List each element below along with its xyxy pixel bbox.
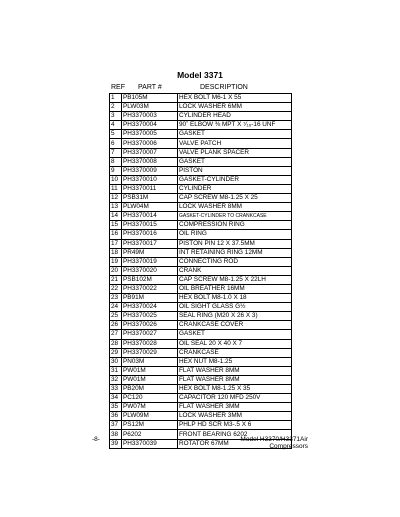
table-row — [110, 303, 292, 312]
table-row — [110, 139, 292, 148]
ref-cell: 14 — [110, 212, 122, 221]
table-row — [110, 321, 292, 330]
part-number-cell: PH3370029 — [122, 348, 178, 357]
description-cell: HEX BOLT M8-1.25 X 35 — [178, 385, 292, 394]
description-cell: FRONT BEARING 6202 — [178, 430, 292, 439]
table-row — [110, 412, 292, 421]
description-cell: CRANKCASE — [178, 348, 292, 357]
description-cell: PHLP HD SCR M3-.5 X 6 — [178, 421, 292, 430]
part-number-cell: PH3370006 — [122, 139, 178, 148]
ref-cell: 16 — [110, 230, 122, 239]
part-number-cell: PB105M — [122, 94, 178, 103]
ref-cell: 12 — [110, 194, 122, 203]
description-cell: LOCK WASHER 6MM — [178, 103, 292, 112]
description-cell: 90˚ ELBOW ⅜ MPT X ⁷⁄₁₆-16 UNF — [178, 121, 292, 130]
part-number-cell: PR49M — [122, 248, 178, 257]
description-cell: OIL SEAL 20 X 40 X 7 — [178, 339, 292, 348]
description-cell: INT RETAINING RING 12MM — [178, 248, 292, 257]
part-number-cell: PH3370039 — [122, 439, 178, 448]
table-row — [110, 312, 292, 321]
ref-cell: 37 — [110, 421, 122, 430]
part-number-cell: PH3370024 — [122, 303, 178, 312]
description-cell: LOCK WASHER 8MM — [178, 203, 292, 212]
ref-cell: 28 — [110, 339, 122, 348]
description-cell: HEX BOLT M8-1.0 X 18 — [178, 294, 292, 303]
table-row — [110, 266, 292, 275]
description-cell: FLAT WASHER 8MM — [178, 366, 292, 375]
table-row — [110, 275, 292, 284]
part-number-cell: PH3370004 — [122, 121, 178, 130]
part-number-cell: PB91M — [122, 294, 178, 303]
part-number-cell: PH3370019 — [122, 257, 178, 266]
description-cell: ROTATOR 67MM — [178, 439, 292, 448]
table-row — [110, 230, 292, 239]
ref-cell: 27 — [110, 330, 122, 339]
parts-table — [109, 93, 292, 449]
ref-cell: 10 — [110, 175, 122, 184]
table-row — [110, 239, 292, 248]
description-cell: OIL BREATHER 16MM — [178, 284, 292, 293]
ref-cell: 38 — [110, 430, 122, 439]
part-number-cell: PH3370003 — [122, 112, 178, 121]
ref-cell: 20 — [110, 266, 122, 275]
ref-cell: 15 — [110, 221, 122, 230]
description-cell: HEX BOLT M6-1 X 55 — [178, 94, 292, 103]
column-header-part: PART # — [138, 84, 162, 91]
ref-cell: 9 — [110, 166, 122, 175]
table-row — [110, 394, 292, 403]
description-cell: GASKET-CYLINDER TO CRANKCASE — [178, 212, 292, 221]
part-number-cell: P6202 — [122, 430, 178, 439]
ref-cell: 24 — [110, 303, 122, 312]
ref-cell: 34 — [110, 394, 122, 403]
part-number-cell: PW07M — [122, 403, 178, 412]
column-header-description: DESCRIPTION — [200, 84, 248, 91]
part-number-cell: PH3370016 — [122, 230, 178, 239]
part-number-cell: PH3370020 — [122, 266, 178, 275]
description-cell: VALVE PLANK SPACER — [178, 148, 292, 157]
table-row — [110, 248, 292, 257]
description-cell: OIL RING — [178, 230, 292, 239]
description-cell: PISTON — [178, 166, 292, 175]
description-cell: GASKET — [178, 130, 292, 139]
table-row — [110, 330, 292, 339]
ref-cell: 21 — [110, 275, 122, 284]
ref-cell: 11 — [110, 184, 122, 193]
part-number-cell: PH3370007 — [122, 148, 178, 157]
table-row — [110, 385, 292, 394]
description-cell: FLAT WASHER 3MM — [178, 403, 292, 412]
table-row — [110, 257, 292, 266]
ref-cell: 2 — [110, 103, 122, 112]
part-number-cell: PH3370015 — [122, 221, 178, 230]
part-number-cell: PH3370017 — [122, 239, 178, 248]
part-number-cell: PS12M — [122, 421, 178, 430]
ref-cell: 29 — [110, 348, 122, 357]
description-cell: GASKET — [178, 330, 292, 339]
part-number-cell: PW01M — [122, 366, 178, 375]
description-cell: CYLINDER HEAD — [178, 112, 292, 121]
ref-cell: 3 — [110, 112, 122, 121]
part-number-cell: PW01M — [122, 375, 178, 384]
table-row — [110, 375, 292, 384]
table-row — [110, 130, 292, 139]
table-row — [110, 175, 292, 184]
description-cell: COMPRESSION RING — [178, 221, 292, 230]
part-number-cell: PH3370005 — [122, 130, 178, 139]
page-title: Model 3371 — [177, 70, 223, 80]
part-number-cell: PH3370011 — [122, 184, 178, 193]
table-row — [110, 194, 292, 203]
ref-cell: 8 — [110, 157, 122, 166]
table-row — [110, 166, 292, 175]
part-number-cell: PH3370027 — [122, 330, 178, 339]
table-row — [110, 121, 292, 130]
table-row — [110, 284, 292, 293]
description-cell: HEX NUT M8-1.25 — [178, 357, 292, 366]
part-number-cell: PLW04M — [122, 203, 178, 212]
ref-cell: 22 — [110, 284, 122, 293]
ref-cell: 39 — [110, 439, 122, 448]
table-row — [110, 357, 292, 366]
table-row — [110, 348, 292, 357]
description-cell: GASKET — [178, 157, 292, 166]
description-cell: SEAL RING (M20 X 26 X 3) — [178, 312, 292, 321]
description-cell: CONNECTING ROD — [178, 257, 292, 266]
ref-cell: 5 — [110, 130, 122, 139]
description-cell: CRANK — [178, 266, 292, 275]
table-row — [110, 112, 292, 121]
table-row — [110, 339, 292, 348]
description-cell: LOCK WASHER 3MM — [178, 412, 292, 421]
description-cell: OIL SIGHT GLASS G½ — [178, 303, 292, 312]
part-number-cell: PSB102M — [122, 275, 178, 284]
part-number-cell: PH3370014 — [122, 212, 178, 221]
table-row — [110, 184, 292, 193]
table-row — [110, 403, 292, 412]
part-number-cell: PH3370026 — [122, 321, 178, 330]
ref-cell: 7 — [110, 148, 122, 157]
part-number-cell: PLW03M — [122, 103, 178, 112]
table-row — [110, 212, 292, 221]
description-cell: FLAT WASHER 8MM — [178, 375, 292, 384]
table-row — [110, 421, 292, 430]
table-row — [110, 94, 292, 103]
ref-cell: 6 — [110, 139, 122, 148]
description-cell: CYLINDER — [178, 184, 292, 193]
table-row — [110, 148, 292, 157]
ref-cell: 32 — [110, 375, 122, 384]
part-number-cell: PC120 — [122, 394, 178, 403]
part-number-cell: PH3370008 — [122, 157, 178, 166]
ref-cell: 18 — [110, 248, 122, 257]
ref-cell: 26 — [110, 321, 122, 330]
ref-cell: 13 — [110, 203, 122, 212]
description-cell: VALVE PATCH — [178, 139, 292, 148]
table-row — [110, 203, 292, 212]
ref-cell: 19 — [110, 257, 122, 266]
ref-cell: 31 — [110, 366, 122, 375]
part-number-cell: PH3370025 — [122, 312, 178, 321]
ref-cell: 35 — [110, 403, 122, 412]
description-cell: CAPACITOR 120 MFD 250V — [178, 394, 292, 403]
table-row — [110, 294, 292, 303]
ref-cell: 36 — [110, 412, 122, 421]
table-row — [110, 157, 292, 166]
ref-cell: 25 — [110, 312, 122, 321]
part-number-cell: PH3370022 — [122, 284, 178, 293]
description-cell: PISTON PIN 12 X 37.5MM — [178, 239, 292, 248]
description-cell: CRANKCASE COVER — [178, 321, 292, 330]
document-title: Model H3370/H3371Air Compressors — [240, 436, 308, 450]
table-row — [110, 103, 292, 112]
part-number-cell: PH3370010 — [122, 175, 178, 184]
description-cell: GASKET-CYLINDER — [178, 175, 292, 184]
ref-cell: 23 — [110, 294, 122, 303]
table-row — [110, 221, 292, 230]
ref-cell: 17 — [110, 239, 122, 248]
part-number-cell: PB20M — [122, 385, 178, 394]
part-number-cell: PH3370028 — [122, 339, 178, 348]
page-number: -8- — [92, 436, 100, 443]
part-number-cell: PSB31M — [122, 194, 178, 203]
part-number-cell: PN03M — [122, 357, 178, 366]
ref-cell: 1 — [110, 94, 122, 103]
ref-cell: 4 — [110, 121, 122, 130]
ref-cell: 33 — [110, 385, 122, 394]
description-cell: CAP SCREW M8-1.25 X 22LH — [178, 275, 292, 284]
table-row — [110, 366, 292, 375]
ref-cell: 30 — [110, 357, 122, 366]
column-header-ref: REF — [111, 84, 125, 91]
description-cell: CAP SCREW M8-1.25 X 25 — [178, 194, 292, 203]
part-number-cell: PLW09M — [122, 412, 178, 421]
part-number-cell: PH3370009 — [122, 166, 178, 175]
